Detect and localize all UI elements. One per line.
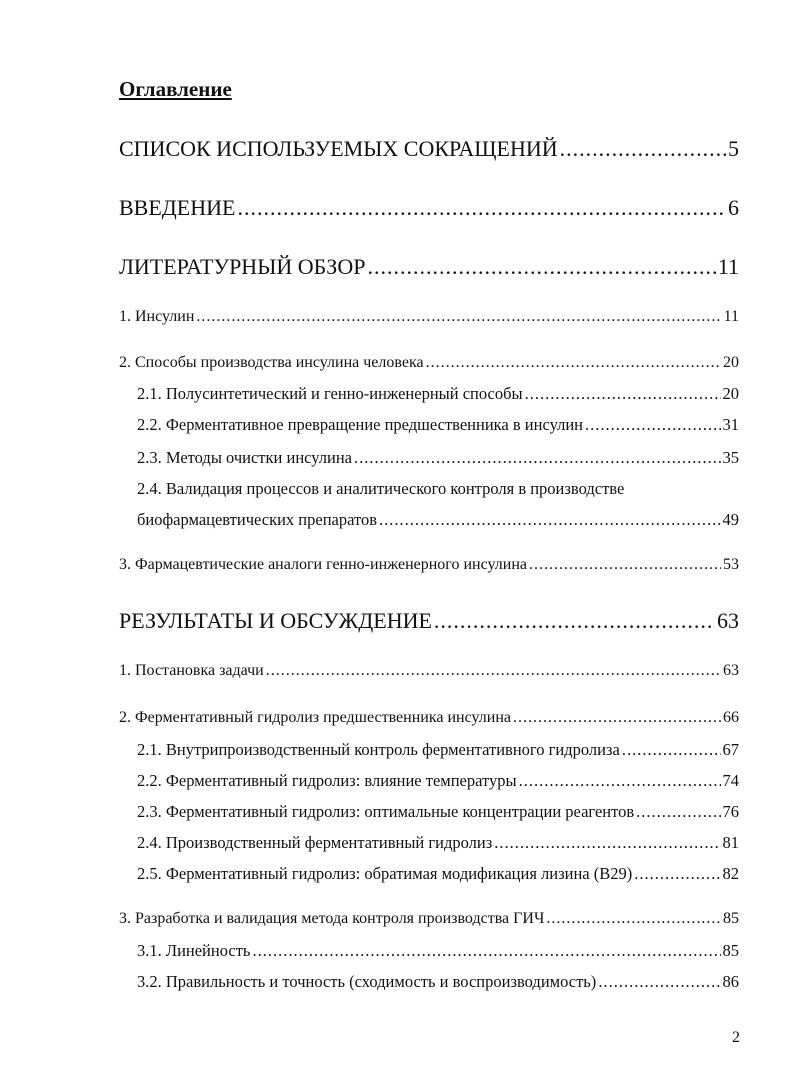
- toc-entry-results-2-3[interactable]: [137, 802, 739, 822]
- toc-entry-page: 86: [722, 972, 739, 991]
- toc-entry-page: 67: [722, 740, 739, 759]
- toc-entry-page: 63: [723, 662, 739, 679]
- toc-leader-dots: [266, 662, 721, 680]
- toc-entry-page: 81: [722, 833, 739, 852]
- toc-entry-page: 82: [722, 864, 739, 883]
- toc-leader-dots: [379, 510, 720, 530]
- toc-entry-2-4-line1[interactable]: 2.4. Валидация процессов и аналитического контроля в производстве: [137, 479, 625, 498]
- toc-entry-analogs[interactable]: [119, 556, 739, 574]
- toc-entry-insulin[interactable]: [119, 308, 739, 326]
- toc-entry-introduction[interactable]: [119, 195, 739, 221]
- toc-entry-label: ЛИТЕРАТУРНЫЙ ОБЗОР: [119, 254, 366, 279]
- toc-leader-dots: [622, 740, 721, 760]
- toc-entry-label: 2.1. Внутрипроизводственный контроль ферментативного гидролиза: [137, 740, 620, 759]
- toc-leader-dots: [634, 864, 720, 884]
- toc-entry-literature-review[interactable]: [119, 254, 739, 280]
- toc-entry-page: 85: [723, 910, 739, 927]
- toc-entry-abbreviations[interactable]: [119, 136, 739, 162]
- toc-leader-dots: [426, 354, 721, 372]
- toc-entry-page: 6: [728, 195, 739, 220]
- toc-entry-problem-statement[interactable]: [119, 662, 739, 680]
- toc-leader-dots: [546, 910, 721, 928]
- toc-entry-page: 5: [728, 136, 739, 161]
- toc-entry-page: 35: [722, 448, 739, 467]
- toc-entry-page: 66: [723, 709, 739, 726]
- toc-entry-label: 2.2. Ферментативный гидролиз: влияние температуры: [137, 771, 517, 790]
- toc-entry-label: 2. Способы производства инсулина человека: [119, 354, 424, 371]
- toc-entry-label: 1. Инсулин: [119, 308, 195, 325]
- toc-heading: Оглавление: [119, 77, 232, 101]
- toc-entry-2-1[interactable]: [137, 384, 739, 404]
- toc-entry-label: 2.2. Ферментативное превращение предшественника в инсулин: [137, 415, 583, 434]
- toc-entry-2-4[interactable]: [137, 510, 739, 530]
- toc-entry-page: 20: [723, 354, 739, 371]
- toc-entry-label: 2.3. Ферментативный гидролиз: оптимальные концентрации реагентов: [137, 802, 635, 821]
- toc-entry-label: 3. Разработка и валидация метода контроля производства ГИЧ: [119, 910, 545, 927]
- toc-leader-dots: [519, 771, 721, 791]
- toc-entry-label: СПИСОК ИСПОЛЬЗУЕМЫХ СОКРАЩЕНИЙ: [119, 136, 558, 161]
- toc-entry-label: 2. Ферментативный гидролиз предшественника инсулина: [119, 709, 511, 726]
- toc-entry-page: 53: [723, 556, 739, 573]
- toc-entry-label: 2.4. Производственный ферментативный гидролиз: [137, 833, 493, 852]
- toc-entry-label: 3. Фармацевтические аналоги генно-инженерного инсулина: [119, 556, 527, 573]
- toc-entry-page: 85: [722, 941, 739, 960]
- toc-entry-page: 20: [722, 384, 739, 403]
- toc-entry-label: 1. Постановка задачи: [119, 662, 264, 679]
- toc-entry-results-3-2[interactable]: [137, 972, 739, 992]
- toc-leader-dots: [513, 709, 721, 727]
- toc-leader-dots: [598, 972, 720, 992]
- toc-entry-method-validation[interactable]: [119, 910, 739, 928]
- toc-entry-enzymatic-hydrolysis[interactable]: [119, 709, 739, 727]
- toc-entry-label: РЕЗУЛЬТАТЫ И ОБСУЖДЕНИЕ: [119, 608, 432, 633]
- toc-entry-page: 76: [722, 802, 739, 821]
- toc-entry-label: 3.1. Линейность: [137, 941, 251, 960]
- toc-entry-results-2-1[interactable]: [137, 740, 739, 760]
- toc-leader-dots: [367, 254, 715, 280]
- toc-entry-2-2[interactable]: [137, 415, 739, 435]
- toc-entry-label: 2.3. Методы очистки инсулина: [137, 448, 352, 467]
- toc-entry-production-methods[interactable]: [119, 354, 739, 372]
- toc-entry-label: ВВЕДЕНИЕ: [119, 195, 236, 220]
- toc-entry-results-2-5[interactable]: [137, 864, 739, 884]
- page-number: 2: [732, 1029, 740, 1046]
- toc-leader-dots: [585, 415, 721, 435]
- toc-entry-label: 2.5. Ферментативный гидролиз: обратимая модификация лизина (В29): [137, 864, 633, 883]
- toc-entry-results[interactable]: [119, 608, 739, 634]
- toc-entry-results-2-2[interactable]: [137, 771, 739, 791]
- toc-entry-page: 49: [722, 510, 739, 529]
- toc-leader-dots: [196, 308, 721, 326]
- toc-leader-dots: [560, 136, 726, 162]
- toc-entry-page: 11: [717, 254, 739, 279]
- toc-entry-page: 74: [722, 771, 739, 790]
- toc-leader-dots: [529, 556, 721, 574]
- toc-leader-dots: [636, 802, 720, 822]
- toc-leader-dots: [434, 608, 715, 634]
- toc-leader-dots: [252, 941, 720, 961]
- toc-entry-results-2-4[interactable]: [137, 833, 739, 853]
- toc-entry-page: 31: [722, 415, 739, 434]
- toc-entry-results-3-1[interactable]: [137, 941, 739, 961]
- toc-leader-dots: [237, 195, 726, 221]
- toc-leader-dots: [494, 833, 720, 853]
- toc-leader-dots: [525, 384, 721, 404]
- toc-entry-page: 63: [717, 608, 739, 633]
- toc-entry-label: 2.1. Полусинтетический и генно-инженерный способы: [137, 384, 523, 403]
- toc-entry-2-3[interactable]: [137, 448, 739, 468]
- toc-entry-page: 11: [723, 308, 739, 325]
- toc-leader-dots: [354, 448, 721, 468]
- toc-entry-label: биофармацевтических препаратов: [137, 510, 378, 529]
- toc-entry-label: 3.2. Правильность и точность (сходимость и воспроизводимость): [137, 972, 597, 991]
